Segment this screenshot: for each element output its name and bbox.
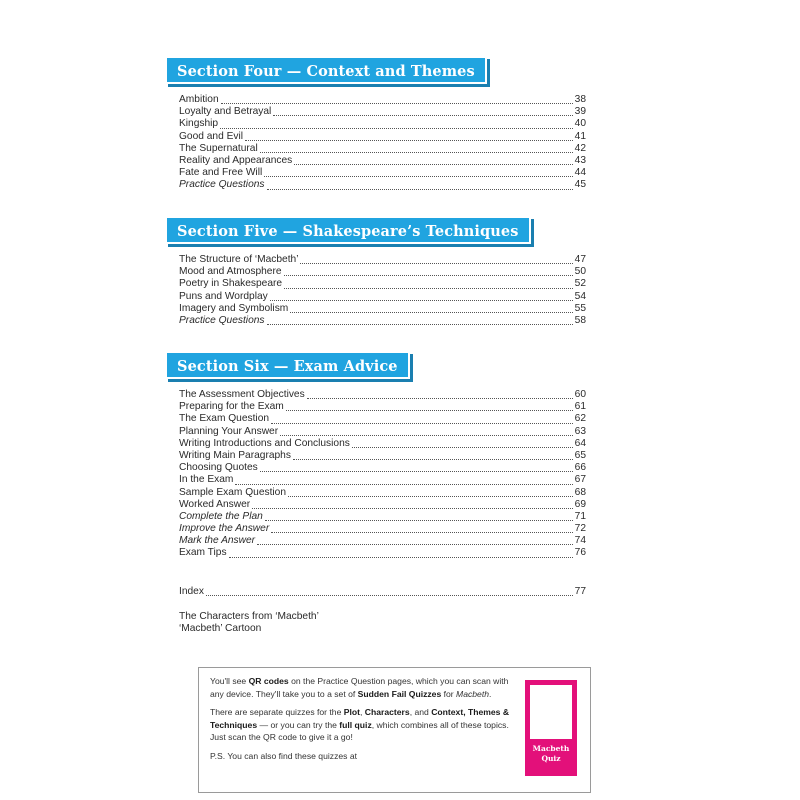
toc-entry[interactable] <box>179 450 586 462</box>
toc-entry-page: 64 <box>574 437 586 449</box>
toc-entry-page: 47 <box>574 254 586 265</box>
toc-entry-page: 66 <box>574 462 586 474</box>
toc-leader-dots <box>220 128 573 129</box>
toc-entry-page: 74 <box>574 535 586 547</box>
toc-entry-title: Sample Exam Question <box>179 486 287 498</box>
toc-leader-dots <box>271 423 573 424</box>
toc-entry-title: The Assessment Objectives <box>179 389 305 400</box>
toc-entry-page: 44 <box>574 167 586 179</box>
toc-leader-dots <box>284 275 573 276</box>
toc-leader-dots <box>300 263 572 264</box>
toc-leader-dots <box>352 447 573 448</box>
toc-entry-page: 68 <box>574 486 586 498</box>
toc-entry[interactable] <box>179 131 586 143</box>
toc-leader-dots <box>221 103 573 104</box>
toc-entry[interactable] <box>179 499 586 511</box>
toc-entry-title: The Structure of ‘Macbeth’ <box>179 254 299 265</box>
macbeth-quiz-qr-card[interactable] <box>525 680 577 776</box>
toc-entry-title: Ambition <box>179 94 219 105</box>
toc-entry-page: 63 <box>574 425 586 437</box>
toc-entry-title: Exam Tips <box>179 547 227 559</box>
toc-leader-dots <box>284 288 573 289</box>
toc-entry[interactable] <box>179 315 586 327</box>
section-four-toc <box>179 94 586 192</box>
toc-entry-page: 52 <box>574 278 586 290</box>
toc-entry[interactable] <box>179 179 586 191</box>
quiz-info-text <box>210 675 513 768</box>
toc-entry-title: The Exam Question <box>179 413 270 425</box>
toc-entry[interactable] <box>179 254 586 266</box>
toc-entry-title: Imagery and Symbolism <box>179 302 289 314</box>
qr-code-icon[interactable] <box>530 685 572 739</box>
toc-entry-title: Mark the Answer <box>179 535 256 547</box>
toc-entry-page: 55 <box>574 302 586 314</box>
toc-entry-page: 60 <box>574 389 586 400</box>
toc-leader-dots <box>260 471 573 472</box>
toc-leader-dots <box>229 557 573 558</box>
toc-entry[interactable] <box>179 303 586 315</box>
toc-entry-page: 71 <box>574 510 586 522</box>
toc-entry-page: 41 <box>574 130 586 142</box>
toc-entry[interactable] <box>179 143 586 155</box>
toc-entry-title: In the Exam <box>179 474 234 486</box>
toc-entry-title: Choosing Quotes <box>179 462 258 474</box>
toc-entry[interactable] <box>179 523 586 535</box>
toc-entry[interactable] <box>179 167 586 179</box>
toc-entry[interactable] <box>179 389 586 401</box>
toc-entry[interactable] <box>179 266 586 278</box>
toc-entry[interactable] <box>179 462 586 474</box>
toc-entry-page: 76 <box>574 547 586 559</box>
toc-entry-page: 58 <box>574 314 586 326</box>
toc-entry-title: Preparing for the Exam <box>179 401 284 413</box>
toc-entry[interactable] <box>179 511 586 523</box>
toc-entry-title: Index <box>179 586 204 597</box>
toc-leader-dots <box>245 140 573 141</box>
toc-leader-dots <box>271 532 572 533</box>
toc-leader-dots <box>257 544 573 545</box>
toc-entry-page: 77 <box>574 586 586 597</box>
toc-entry-title: Puns and Wordplay <box>179 290 268 302</box>
toc-leader-dots <box>252 508 573 509</box>
toc-leader-dots <box>235 484 572 485</box>
toc-leader-dots <box>280 435 573 436</box>
toc-entry[interactable] <box>179 106 586 118</box>
toc-entry[interactable] <box>179 547 586 559</box>
toc-entry[interactable] <box>179 438 586 450</box>
quiz-paragraph-1: You'll see QR codes on the Practice Question pages, which you can scan with any device. They'll take you to a set of Sudden Fail Quizzes for Macbeth. <box>210 676 509 699</box>
toc-entry[interactable] <box>179 487 586 499</box>
toc-entry-title: Planning Your Answer <box>179 425 279 437</box>
toc-leader-dots <box>294 164 572 165</box>
toc-entry[interactable] <box>179 291 586 303</box>
toc-entry-title: Kingship <box>179 118 219 130</box>
toc-entry[interactable] <box>179 94 586 106</box>
toc-leader-dots <box>270 300 573 301</box>
toc-entry-page: 42 <box>574 142 586 154</box>
toc-leader-dots <box>290 312 572 313</box>
toc-entry-page: 72 <box>574 523 586 535</box>
toc-entry-page: 54 <box>574 290 586 302</box>
toc-entry-title: Practice Questions <box>179 314 265 326</box>
toc-entry-title: Practice Questions <box>179 179 265 191</box>
quiz-info-box <box>198 667 591 793</box>
toc-entry[interactable] <box>179 118 586 130</box>
toc-entry-title: Mood and Atmosphere <box>179 266 282 278</box>
toc-leader-dots <box>286 410 573 411</box>
section-five-toc <box>179 254 586 327</box>
toc-entry-title: Good and Evil <box>179 130 243 142</box>
section-five-header: Section Five — Shakespeare’s Techniques <box>165 216 531 244</box>
toc-entry-page: 67 <box>574 474 586 486</box>
toc-entry-title: Improve the Answer <box>179 523 270 535</box>
toc-leader-dots <box>288 496 573 497</box>
toc-leader-dots <box>267 324 573 325</box>
toc-entry[interactable] <box>179 426 586 438</box>
toc-entry-title: Worked Answer <box>179 498 251 510</box>
toc-entry-page: 39 <box>574 106 586 118</box>
toc-entry[interactable] <box>179 474 586 486</box>
toc-entry[interactable] <box>179 413 586 425</box>
extra-characters: The Characters from ‘Macbeth’ <box>179 611 319 622</box>
toc-leader-dots <box>264 176 572 177</box>
toc-entry-title: Fate and Free Will <box>179 167 263 179</box>
toc-entry[interactable] <box>179 155 586 167</box>
toc-entry-index[interactable] <box>179 586 586 598</box>
quiz-paragraph-2: There are separate quizzes for the Plot, Characters, and Context, Themes & Techniques — or you can try the full quiz, which combines all of these topics. Just scan the QR code to give it a go! <box>210 707 510 742</box>
toc-leader-dots <box>307 398 573 399</box>
toc-leader-dots <box>260 152 573 153</box>
toc-entry[interactable] <box>179 278 586 290</box>
toc-entry-page: 61 <box>574 401 586 413</box>
toc-entry-page: 69 <box>574 498 586 510</box>
toc-entry-title: Writing Main Paragraphs <box>179 449 291 461</box>
toc-leader-dots <box>206 595 573 596</box>
toc-entry-title: Poetry in Shakespeare <box>179 278 283 290</box>
toc-entry-title: Loyalty and Betrayal <box>179 106 272 118</box>
toc-entry-title: Reality and Appearances <box>179 154 293 166</box>
toc-entry-page: 43 <box>574 154 586 166</box>
toc-leader-dots <box>293 459 573 460</box>
extra-cartoon: ‘Macbeth’ Cartoon <box>179 623 262 634</box>
toc-entry-page: 38 <box>574 94 586 105</box>
toc-entry-page: 40 <box>574 118 586 130</box>
toc-entry-page: 45 <box>574 179 586 191</box>
toc-entry-page: 50 <box>574 266 586 278</box>
toc-entry[interactable] <box>179 535 586 547</box>
toc-entry-title: The Supernatural <box>179 142 258 154</box>
toc-entry-page: 62 <box>574 413 586 425</box>
index-toc <box>179 586 586 598</box>
toc-entry-title: Complete the Plan <box>179 510 263 522</box>
section-four-header: Section Four — Context and Themes <box>165 56 487 84</box>
toc-leader-dots <box>273 115 572 116</box>
toc-leader-dots <box>265 520 573 521</box>
section-six-header: Section Six — Exam Advice <box>165 351 410 379</box>
qr-card-label: Macbeth Quiz <box>532 744 570 763</box>
toc-leader-dots <box>267 189 573 190</box>
quiz-paragraph-3: P.S. You can also find these quizzes at <box>210 750 357 761</box>
section-six-toc <box>179 389 586 560</box>
toc-entry-title: Writing Introductions and Conclusions <box>179 437 350 449</box>
toc-entry-page: 65 <box>574 449 586 461</box>
toc-entry[interactable] <box>179 401 586 413</box>
